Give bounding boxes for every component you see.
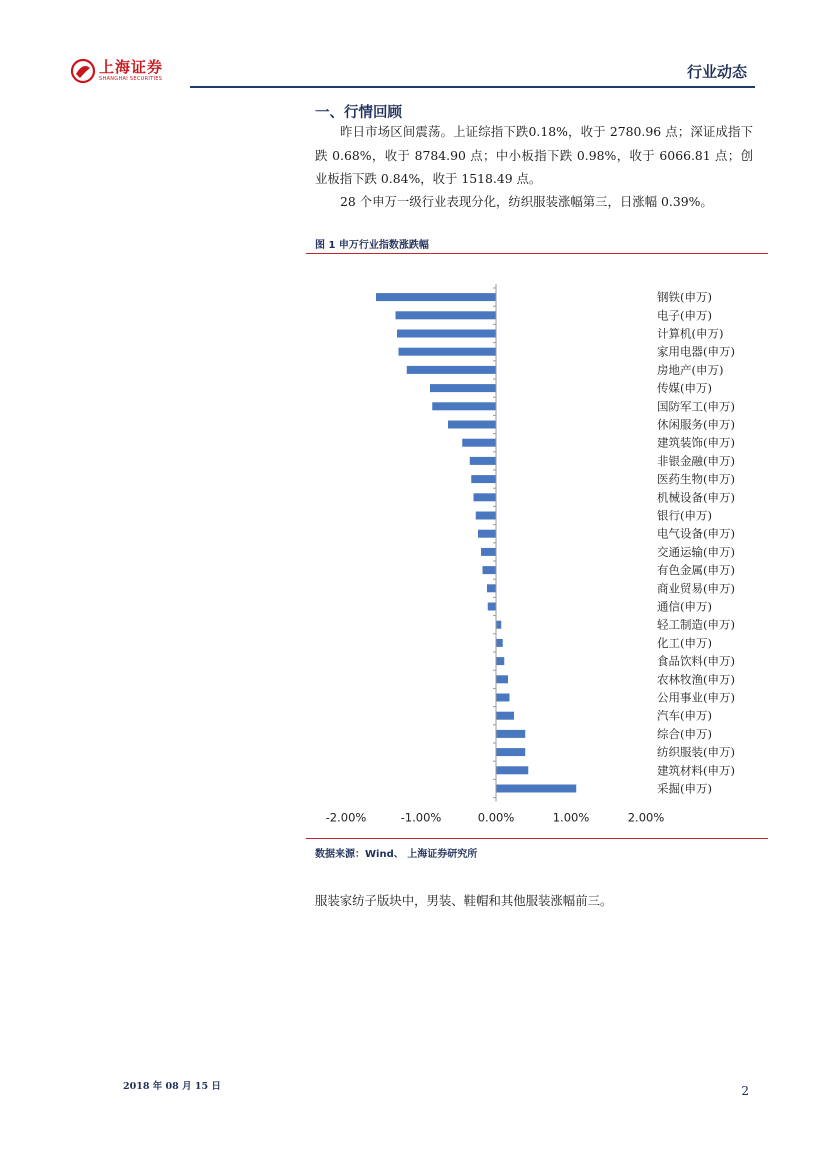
company-logo bbox=[70, 58, 163, 84]
chart-bar bbox=[430, 384, 496, 392]
category-label: 汽车(申万) bbox=[657, 708, 712, 723]
apparel-paragraph: 服装家纺子版块中，男装、鞋帽和其他服装涨幅前三。 bbox=[315, 893, 613, 908]
category-label: 通信(申万) bbox=[657, 599, 712, 614]
chart-bar bbox=[496, 657, 504, 665]
chart-bar bbox=[397, 330, 496, 338]
category-label: 休闲服务(申万) bbox=[657, 417, 735, 432]
chart-bar bbox=[474, 493, 497, 501]
category-label: 商业贸易(申万) bbox=[657, 581, 735, 596]
chart-bar bbox=[483, 566, 497, 574]
category-label: 电子(申万) bbox=[657, 308, 712, 323]
logo-text: 上海证券 bbox=[99, 58, 164, 76]
category-label: 银行(申万) bbox=[657, 508, 712, 523]
page-number: 2 bbox=[741, 1084, 749, 1098]
category-label: 电气设备(申万) bbox=[657, 526, 735, 541]
chart-bar bbox=[478, 530, 496, 538]
category-label: 国防军工(申万) bbox=[657, 399, 735, 414]
chart-bar bbox=[496, 694, 510, 702]
chart-bar bbox=[471, 475, 496, 483]
category-label: 食品饮料(申万) bbox=[657, 654, 735, 669]
category-label: 建筑材料(申万) bbox=[657, 763, 735, 778]
category-label: 家用电器(申万) bbox=[657, 344, 735, 359]
figure-title: 图 1 申万行业指数涨跌幅 bbox=[315, 240, 429, 251]
market-review-paragraph: 昨日市场区间震荡。上证综指下跌0.18%，收于 2780.96 点；深证成指下跌 0.68%，收于 8784.90 点；中小板指下跌 0.98%，收于 6066.81 点；创业板指下跌 0.84%，收于 1518.49 点。 bbox=[315, 124, 753, 186]
report-date: 2018 年 08 月 15 日 bbox=[123, 1081, 221, 1092]
category-label: 采掘(申万) bbox=[657, 781, 712, 796]
chart-bar bbox=[399, 348, 497, 356]
chart-bar bbox=[496, 639, 503, 647]
chart-bar bbox=[432, 402, 496, 410]
section-heading: 一、行情回顾 bbox=[315, 105, 402, 121]
category-label: 计算机(申万) bbox=[657, 326, 724, 341]
category-label: 交通运输(申万) bbox=[657, 544, 735, 559]
header-divider bbox=[190, 86, 755, 88]
chart-bar bbox=[496, 621, 501, 629]
category-label: 建筑装饰(申万) bbox=[657, 435, 735, 450]
x-tick-label: -1.00% bbox=[400, 810, 442, 825]
chart-bar bbox=[496, 785, 576, 793]
category-label: 公用事业(申万) bbox=[657, 690, 735, 705]
x-tick-label: 0.00% bbox=[477, 810, 515, 825]
category-label: 房地产(申万) bbox=[657, 362, 724, 377]
chart-bar bbox=[488, 603, 496, 611]
category-label: 钢铁(申万) bbox=[657, 290, 712, 305]
chart-bar bbox=[448, 421, 496, 429]
industry-index-bar-chart bbox=[306, 255, 768, 835]
category-label: 化工(申万) bbox=[657, 635, 712, 650]
x-tick-label: 1.00% bbox=[552, 810, 590, 825]
category-label: 综合(申万) bbox=[657, 726, 712, 741]
category-label: 轻工制造(申万) bbox=[657, 617, 735, 632]
x-tick-label: -2.00% bbox=[325, 810, 367, 825]
chart-bar bbox=[470, 457, 496, 465]
chart-bar bbox=[496, 748, 525, 756]
category-label: 医药生物(申万) bbox=[657, 472, 735, 487]
chart-bar bbox=[376, 293, 496, 301]
chart-bar bbox=[496, 675, 508, 683]
chart-bar bbox=[481, 548, 496, 556]
category-label: 纺织服装(申万) bbox=[657, 745, 735, 760]
figure-bottom-rule bbox=[306, 838, 768, 839]
x-tick-label: 2.00% bbox=[627, 810, 665, 825]
category-label: 有色金属(申万) bbox=[657, 563, 735, 578]
category-label: 机械设备(申万) bbox=[657, 490, 735, 505]
chart-bar bbox=[462, 439, 496, 447]
chart-bar bbox=[396, 311, 497, 319]
logo-emblem-icon bbox=[70, 58, 96, 84]
logo-text-en: SHANGHAI SECURITIES bbox=[99, 76, 163, 82]
category-label: 农林牧渔(申万) bbox=[657, 672, 735, 687]
figure-source: 数据来源：Wind、 上海证券研究所 bbox=[315, 849, 478, 860]
chart-bar bbox=[487, 584, 496, 592]
chart-bar bbox=[496, 712, 514, 720]
chart-bar bbox=[476, 512, 496, 520]
figure-top-rule bbox=[306, 253, 768, 254]
chart-bar bbox=[407, 366, 496, 374]
category-label: 非银金融(申万) bbox=[657, 453, 735, 468]
chart-bar bbox=[496, 766, 528, 774]
category-label: 传媒(申万) bbox=[657, 381, 712, 396]
section-tag: 行业动态 bbox=[686, 63, 747, 81]
industry-summary-paragraph: 28 个申万一级行业表现分化，纺织服装涨幅第三，日涨幅 0.39%。 bbox=[340, 194, 713, 209]
chart-bar bbox=[496, 730, 525, 738]
